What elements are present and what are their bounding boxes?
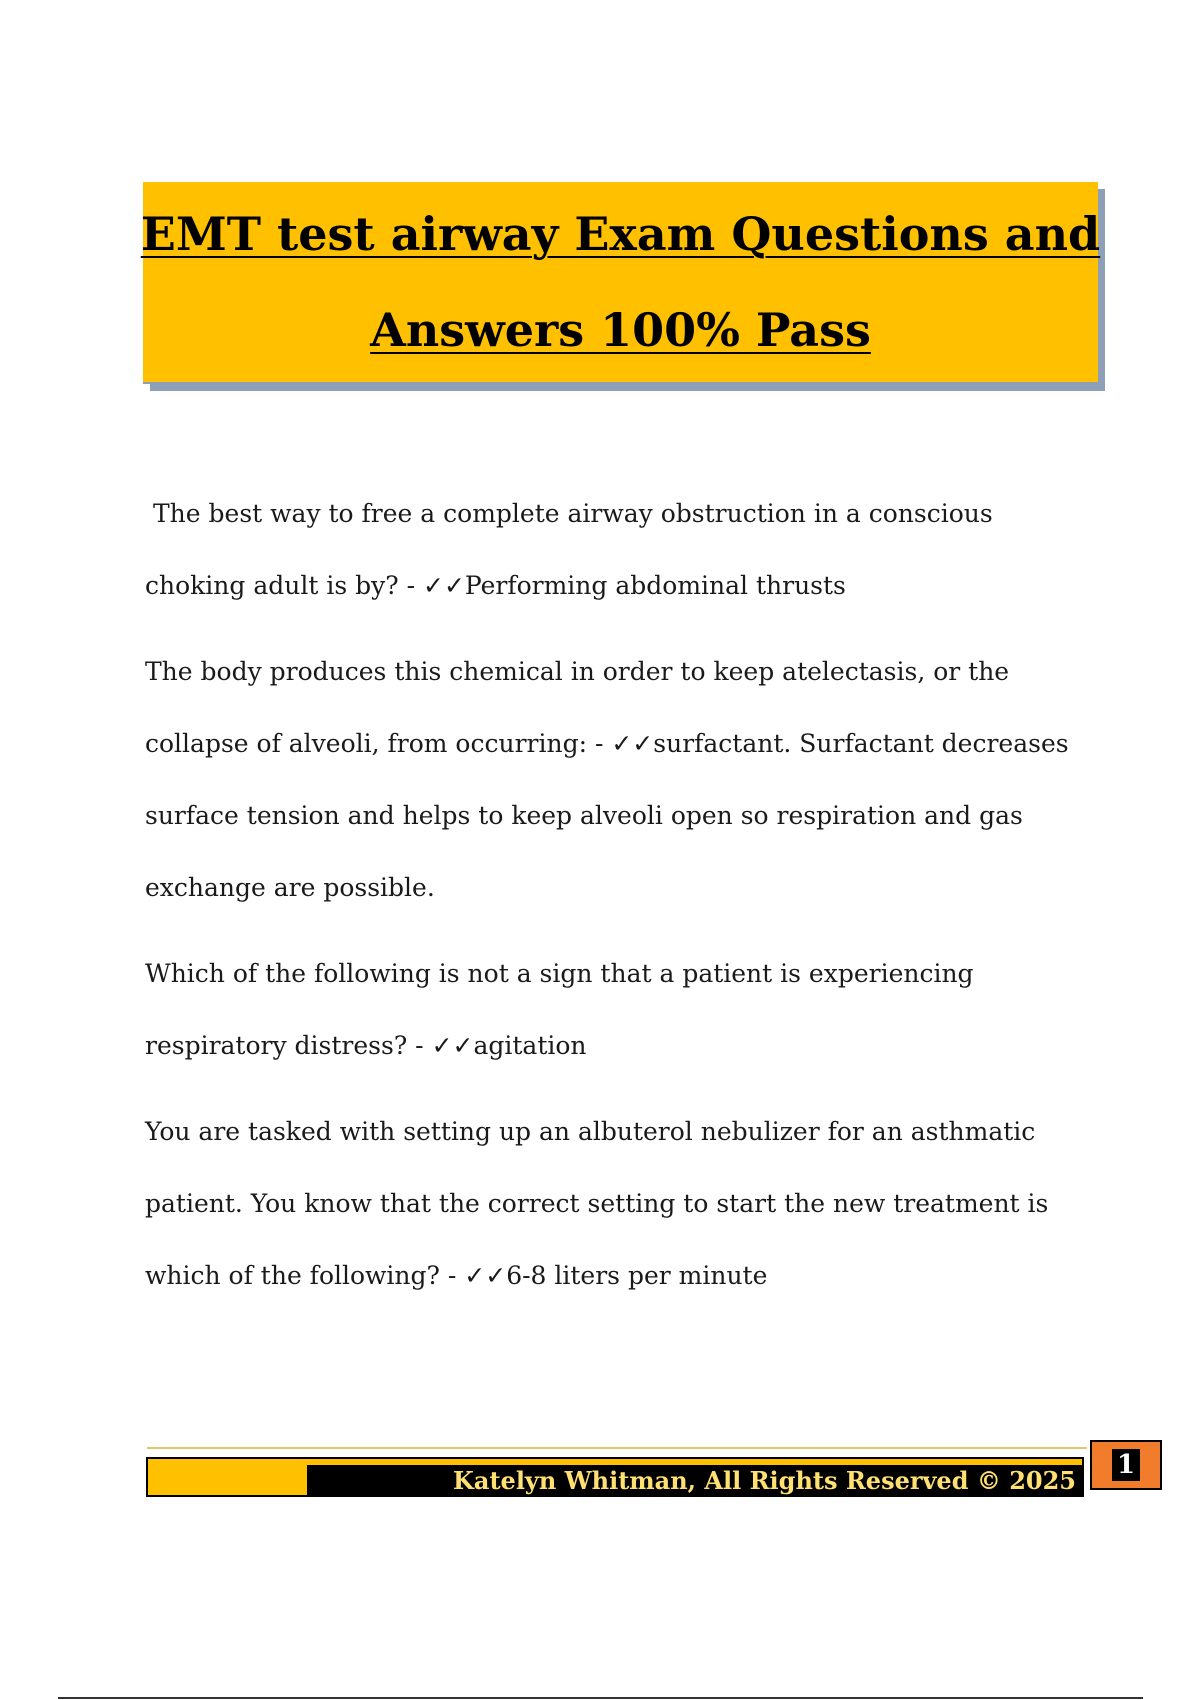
qa-question: Which of the following is not a sign that a patient is experiencing respiratory distress? - [145,959,974,1060]
qa-item-4 [145,1096,1095,1312]
page-bottom-divider [58,1697,1143,1699]
qa-answer: agitation [473,1031,587,1060]
document-title-line-2: Answers 100% Pass [370,303,871,357]
qa-item-1 [145,478,1095,622]
double-check-icon: ✓✓ [423,571,465,600]
document-title-banner [140,182,1101,384]
qa-answer: Performing abdominal thrusts [464,571,846,600]
page-number: 1 [1112,1449,1140,1481]
qa-question: The body produces this chemical in order to keep atelectasis, or the collapse of alveoli, from occurring: - [145,657,1010,758]
footer-copyright: Katelyn Whitman, All Rights Reserved © 2025 [453,1465,1076,1495]
qa-answer: 6-8 liters per minute [506,1261,768,1290]
footer-copyright-strip [307,1465,1082,1495]
qa-question: The best way to free a complete airway obstruction in a conscious choking adult is by? - [145,499,993,600]
double-check-icon: ✓✓ [611,729,654,758]
double-check-icon: ✓✓ [464,1261,507,1290]
footer-divider [147,1447,1087,1449]
double-check-icon: ✓✓ [431,1031,474,1060]
qa-question: You are tasked with setting up an albuterol nebulizer for an asthmatic patient. You know that the correct setting to start the new treatment is which of the following? - [145,1117,1049,1290]
footer-bar [146,1457,1084,1497]
page-number-box [1090,1440,1162,1490]
qa-item-2 [145,636,1095,924]
qa-item-3 [145,938,1095,1082]
qa-answer: surfactant. Surfactant decreases surface tension and helps to keep alveoli open so respiration and gas exchange are possible. [145,729,1069,902]
document-title-line-1: EMT test airway Exam Questions and [140,207,1101,261]
qa-list [145,478,1095,1326]
